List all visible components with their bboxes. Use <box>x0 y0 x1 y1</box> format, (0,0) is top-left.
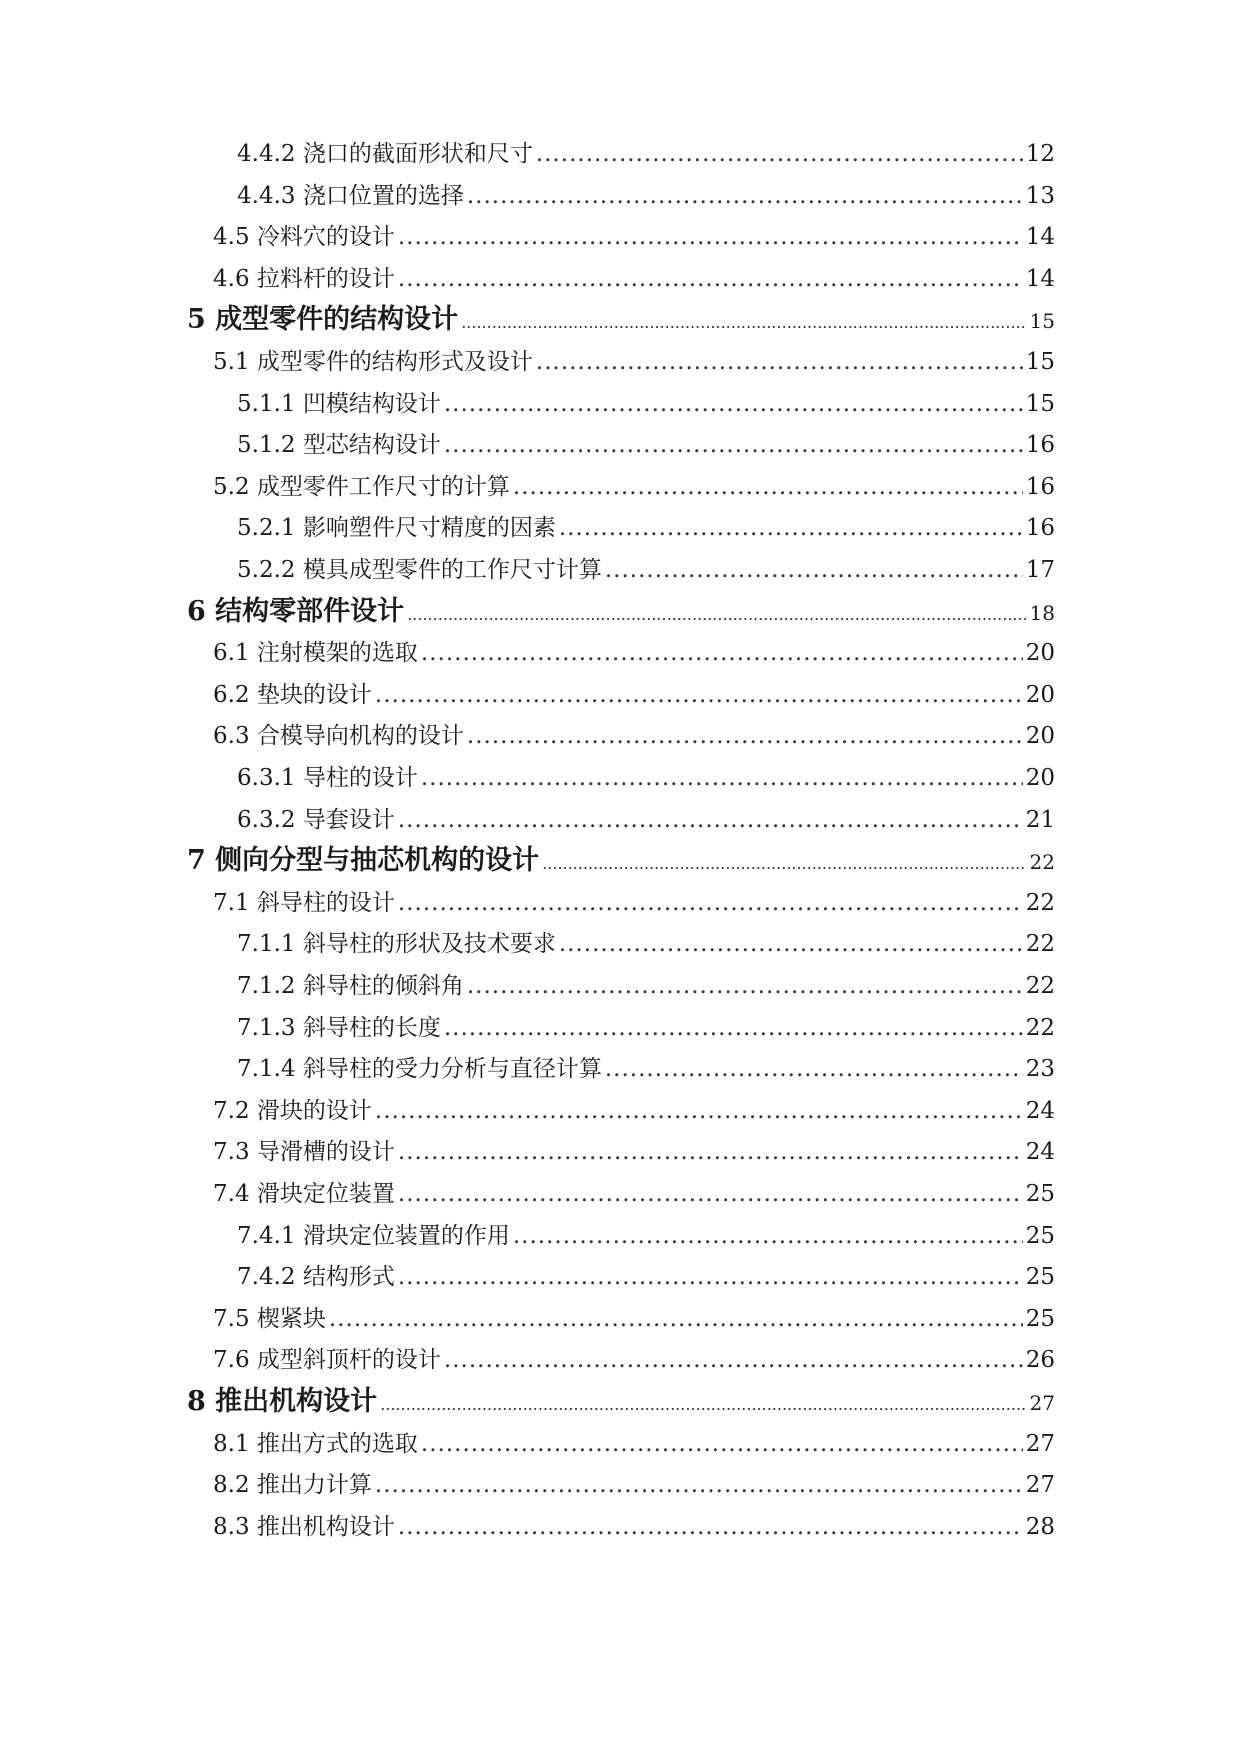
toc-entry <box>213 1132 1055 1172</box>
toc-entry-page-number: 22 <box>1025 931 1055 958</box>
toc-entry-page-number: 25 <box>1025 1305 1055 1332</box>
toc-entry <box>213 467 1055 507</box>
toc-dot-leader <box>398 1132 1023 1172</box>
toc-entry-title: 5.1 成型零件的结构形式及设计 <box>213 349 533 375</box>
toc-entry-page-number: 28 <box>1025 1513 1055 1540</box>
toc-entry-title: 5.1.2 型芯结构设计 <box>237 432 441 459</box>
toc-entry-title: 8.1 推出方式的选取 <box>213 1430 418 1457</box>
toc-entry-title: 7.1.3 斜导柱的长度 <box>237 1014 441 1041</box>
toc-entry-page-number: 18 <box>1029 600 1055 625</box>
toc-entry-page-number: 20 <box>1025 765 1055 791</box>
toc-entry <box>213 217 1055 257</box>
toc-entry-title: 4.4.3 浇口位置的选择 <box>237 182 464 209</box>
toc-dot-leader <box>467 176 1023 216</box>
toc-entry-title: 7.1 斜导柱的设计 <box>213 889 395 916</box>
toc-dot-leader <box>605 550 1023 590</box>
toc-entry-title: 7.1.1 斜导柱的形状及技术要求 <box>237 931 556 958</box>
toc-entry-title: 6.3 合模导向机构的设计 <box>213 723 464 750</box>
toc-dot-leader <box>513 1216 1023 1256</box>
toc-dot-leader <box>421 633 1023 673</box>
toc-entry-page-number: 16 <box>1025 432 1055 459</box>
toc-dot-leader <box>398 1507 1023 1547</box>
toc-entry-page-number: 17 <box>1025 557 1055 583</box>
toc-entry <box>237 176 1055 216</box>
toc-entry <box>213 1507 1055 1547</box>
toc-dot-leader <box>375 1465 1023 1505</box>
toc-entry-page-number: 16 <box>1025 515 1055 542</box>
toc-entry-page-number: 22 <box>1025 973 1055 999</box>
toc-dot-leader <box>444 425 1023 465</box>
toc-dot-leader <box>421 1424 1023 1464</box>
toc-entry-title: 8.3 推出机构设计 <box>213 1513 395 1540</box>
toc-dot-leader <box>444 384 1023 424</box>
toc-entry <box>237 1216 1055 1256</box>
toc-dot-leader <box>398 1257 1023 1297</box>
toc-entry-page-number: 24 <box>1025 1097 1055 1124</box>
toc-dot-leader <box>605 1049 1023 1089</box>
toc-entry-page-number: 14 <box>1025 265 1055 292</box>
toc-dot-leader <box>444 1008 1023 1048</box>
toc-entry-title: 5 成型零件的结构设计 <box>187 304 459 336</box>
toc-entry-page-number: 20 <box>1025 723 1055 750</box>
toc-entry-page-number: 21 <box>1025 806 1055 833</box>
toc-dot-leader <box>398 800 1023 840</box>
toc-entry-title: 5.2 成型零件工作尺寸的计算 <box>213 473 510 500</box>
toc-entry-page-number: 15 <box>1025 349 1055 375</box>
toc-entry <box>213 1299 1055 1339</box>
toc-dot-leader <box>536 134 1023 174</box>
toc-entry-title: 8 推出机构设计 <box>187 1386 378 1417</box>
toc-entry-page-number: 27 <box>1029 1391 1055 1415</box>
toc-entry <box>213 1424 1055 1464</box>
toc-entry <box>213 1340 1055 1380</box>
toc-entry <box>237 508 1055 548</box>
toc-entry-title: 6.2 垫块的设计 <box>213 681 372 708</box>
toc-entry-title: 7.2 滑块的设计 <box>213 1097 372 1124</box>
toc-entry <box>213 883 1055 923</box>
toc-entry-page-number: 22 <box>1025 889 1055 916</box>
toc-entry-title: 7.6 成型斜顶杆的设计 <box>213 1347 441 1374</box>
toc-dot-leader <box>467 966 1023 1006</box>
toc-dot-leader <box>398 259 1023 299</box>
toc-entry-title: 5.2.1 影响塑件尺寸精度的因素 <box>237 515 556 542</box>
toc-entry-title: 7.4.1 滑块定位装置的作用 <box>237 1222 510 1249</box>
toc-entry-title: 7.5 楔紧块 <box>213 1305 326 1332</box>
toc-entry-page-number: 13 <box>1025 182 1055 209</box>
toc-dot-leader <box>375 1091 1023 1131</box>
toc-chapter-entry <box>187 841 1055 881</box>
toc-dot-leader <box>536 342 1023 382</box>
toc-chapter-entry <box>187 300 1055 340</box>
toc-entry-title: 6.1 注射模架的选取 <box>213 640 418 667</box>
toc-entry <box>237 384 1055 424</box>
toc-chapter-entry <box>187 1382 1055 1422</box>
toc-dot-leader <box>398 217 1023 257</box>
toc-entry-title: 4.5 冷料穴的设计 <box>213 224 395 251</box>
toc-entry-page-number: 20 <box>1025 640 1055 667</box>
toc-entry <box>237 758 1055 798</box>
toc-entry <box>213 1465 1055 1505</box>
toc-dot-leader <box>542 844 1026 884</box>
toc-dot-leader <box>467 716 1023 756</box>
toc-entry-page-number: 25 <box>1025 1181 1055 1207</box>
toc-entry-page-number: 26 <box>1025 1347 1055 1374</box>
toc-chapter-entry <box>187 592 1055 632</box>
toc-entry-page-number: 12 <box>1025 141 1055 167</box>
toc-entry-title: 6 结构零部件设计 <box>187 595 405 627</box>
toc-entry-page-number: 20 <box>1025 681 1055 708</box>
toc-dot-leader <box>375 675 1023 715</box>
toc-entry-title: 6.3.2 导套设计 <box>237 806 395 833</box>
toc-entry <box>213 716 1055 756</box>
toc-entry-page-number: 25 <box>1025 1222 1055 1249</box>
toc-entry <box>237 550 1055 590</box>
toc-entry <box>213 342 1055 382</box>
toc-entry <box>237 425 1055 465</box>
toc-entry-page-number: 22 <box>1025 1014 1055 1041</box>
toc-entry <box>237 924 1055 964</box>
toc-entry-page-number: 23 <box>1025 1056 1055 1083</box>
toc-entry <box>237 800 1055 840</box>
toc-entry-title: 7 侧向分型与抽芯机构的设计 <box>187 845 540 877</box>
toc-entry-page-number: 27 <box>1025 1430 1055 1457</box>
toc-entry-title: 5.2.2 模具成型零件的工作尺寸计算 <box>237 557 602 583</box>
toc-dot-leader <box>398 1174 1023 1214</box>
toc-entry-title: 7.4 滑块定位装置 <box>213 1181 395 1207</box>
toc-entry-title: 7.4.2 结构形式 <box>237 1264 395 1291</box>
toc-entry-page-number: 14 <box>1025 224 1055 251</box>
toc-entry-title: 5.1.1 凹模结构设计 <box>237 390 441 417</box>
toc-entry <box>213 259 1055 299</box>
toc-entry <box>237 1049 1055 1089</box>
toc-dot-leader <box>398 883 1023 923</box>
toc-entry-title: 4.4.2 浇口的截面形状和尺寸 <box>237 141 533 167</box>
toc-entry-page-number: 15 <box>1029 309 1055 334</box>
toc-entry <box>213 1091 1055 1131</box>
toc-entry <box>213 675 1055 715</box>
toc-entry-page-number: 24 <box>1025 1139 1055 1166</box>
toc-dot-leader <box>444 1340 1023 1380</box>
toc-dot-leader <box>329 1299 1023 1339</box>
toc-entry-page-number: 22 <box>1029 850 1055 875</box>
toc-entry-page-number: 27 <box>1025 1472 1055 1499</box>
toc-dot-leader <box>407 595 1026 635</box>
toc-dot-leader <box>421 758 1023 798</box>
toc-entry-page-number: 15 <box>1025 390 1055 417</box>
toc-entry-title: 7.1.2 斜导柱的倾斜角 <box>237 973 464 999</box>
toc-dot-leader <box>559 924 1023 964</box>
toc-entry-title: 8.2 推出力计算 <box>213 1472 372 1499</box>
toc-entry-title: 6.3.1 导柱的设计 <box>237 765 418 791</box>
toc-dot-leader <box>559 508 1023 548</box>
toc-entry <box>237 134 1055 174</box>
toc-entry-title: 7.3 导滑槽的设计 <box>213 1139 395 1166</box>
toc-entry <box>237 1257 1055 1297</box>
toc-entry-title: 7.1.4 斜导柱的受力分析与直径计算 <box>237 1056 602 1083</box>
toc-dot-leader <box>513 467 1023 507</box>
toc-entry-title: 4.6 拉料杆的设计 <box>213 265 395 292</box>
toc-entry <box>237 966 1055 1006</box>
toc-entry <box>213 1174 1055 1214</box>
toc-entry-page-number: 25 <box>1025 1264 1055 1291</box>
toc-entry <box>213 633 1055 673</box>
toc-dot-leader <box>380 1385 1026 1425</box>
toc-entry-page-number: 16 <box>1025 473 1055 500</box>
toc-dot-leader <box>461 303 1026 343</box>
toc-entry <box>237 1008 1055 1048</box>
